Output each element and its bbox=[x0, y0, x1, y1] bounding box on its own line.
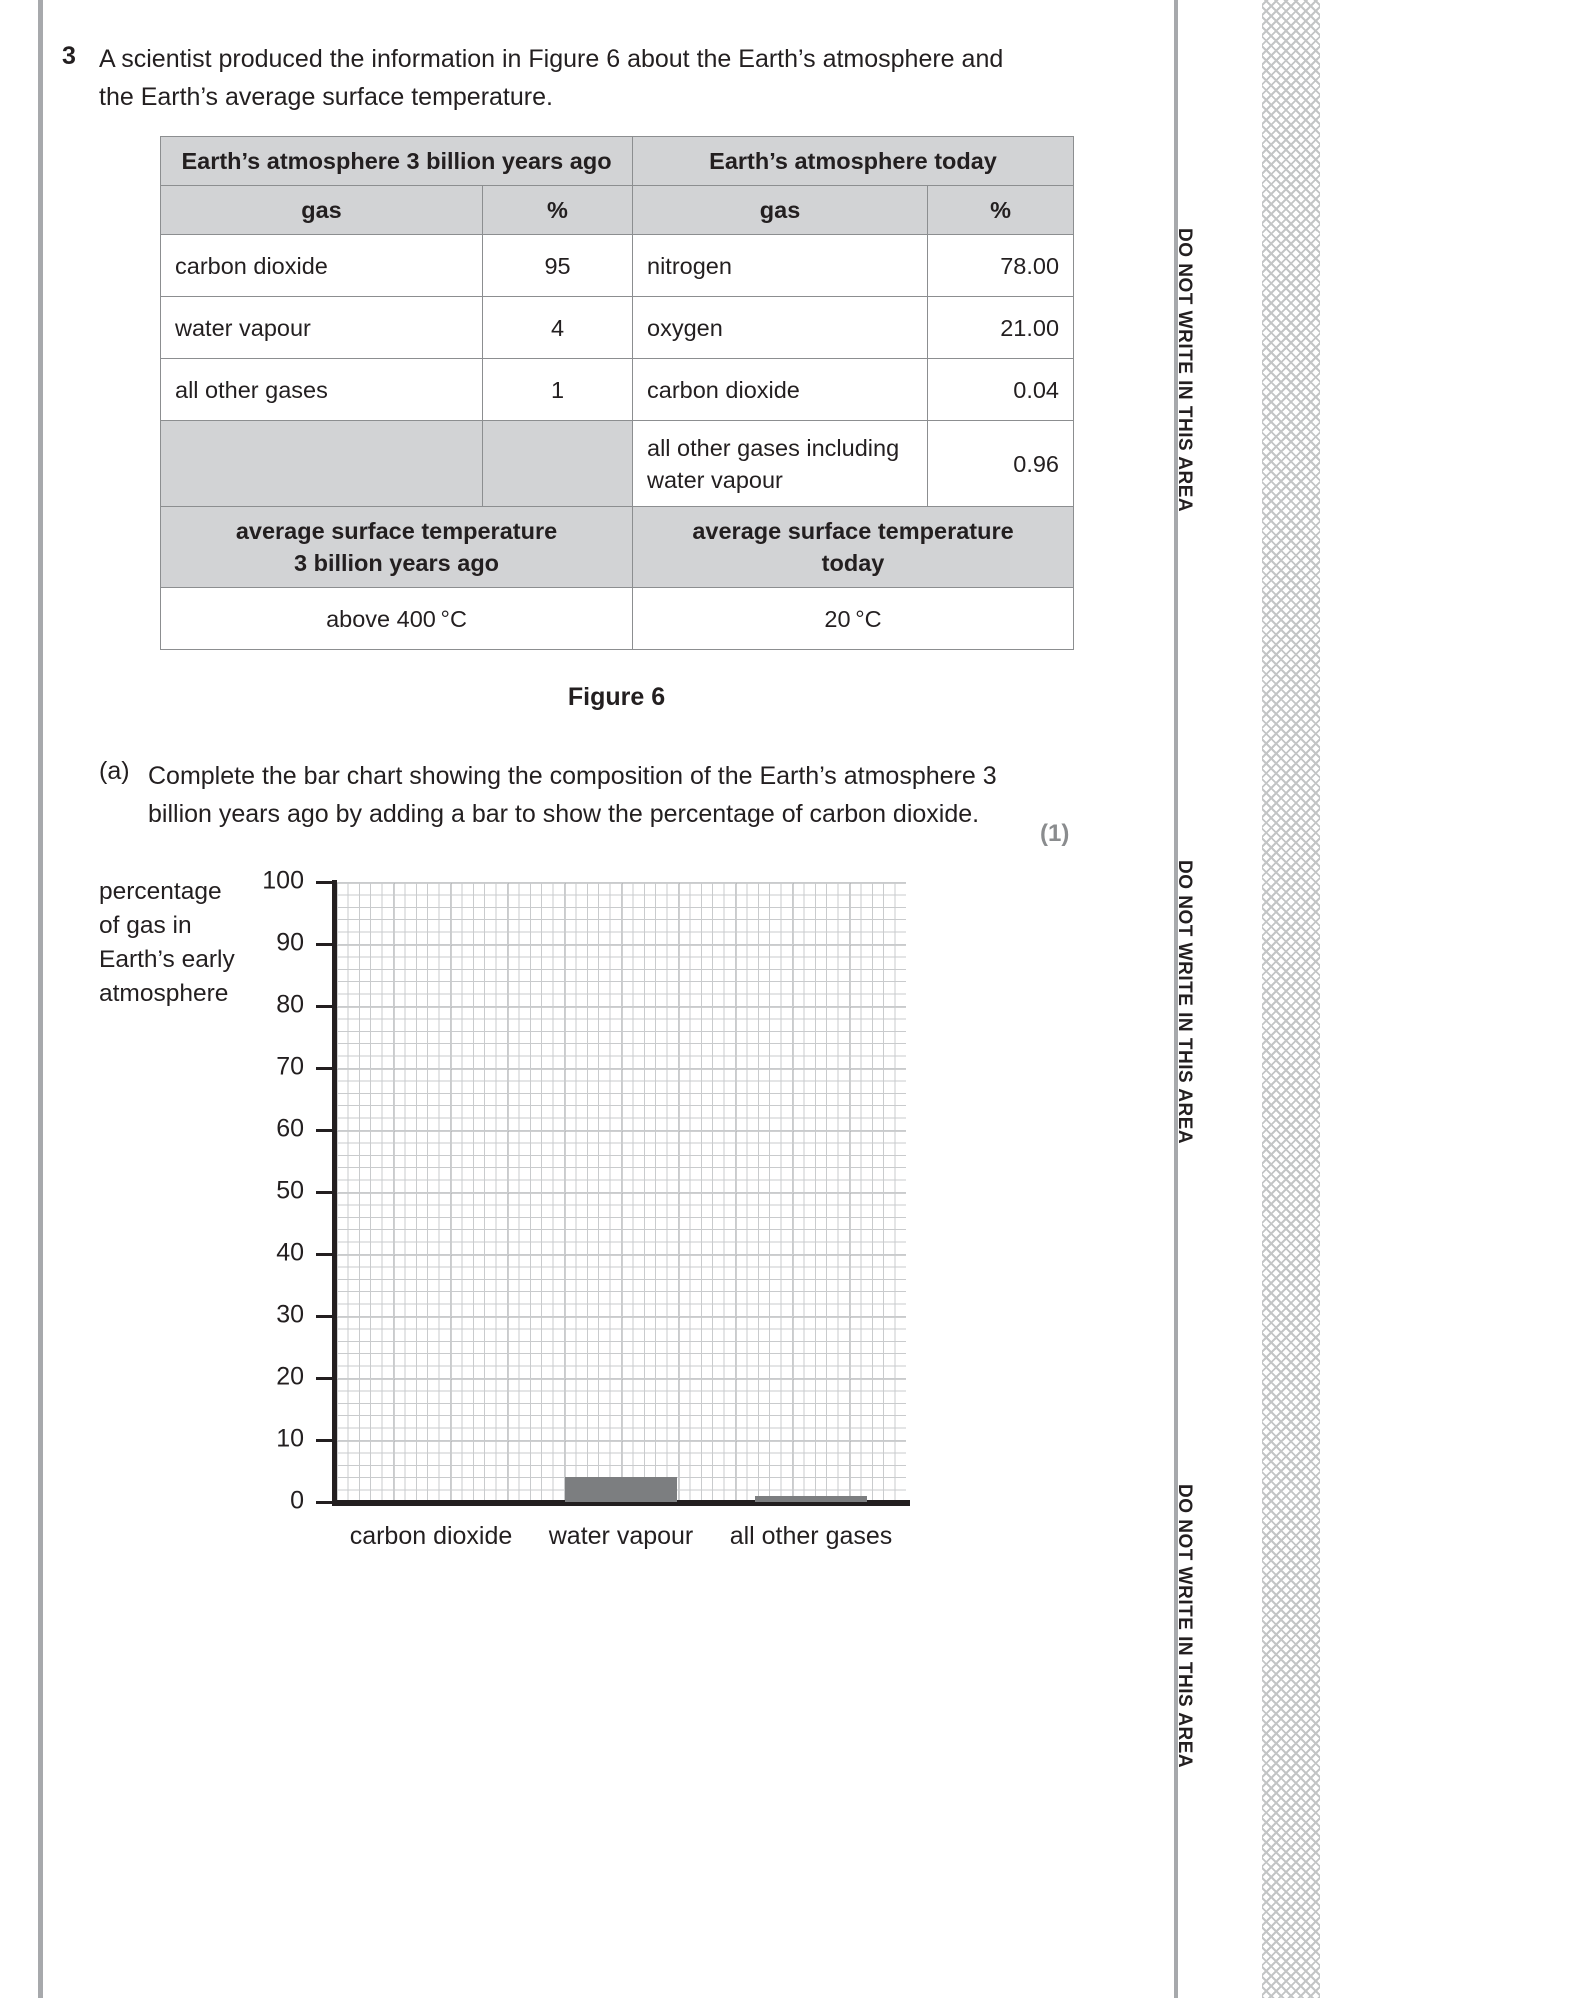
chart-y-axis-label bbox=[99, 875, 279, 1011]
y-tick-label: 100 bbox=[262, 866, 304, 895]
y-tick-label: 10 bbox=[276, 1424, 304, 1453]
subheader-percent-past: % bbox=[483, 186, 633, 235]
table-row-temperature-headers bbox=[161, 507, 1074, 588]
y-tick bbox=[276, 1362, 333, 1391]
cell-gas-today: oxygen bbox=[633, 297, 928, 359]
cell-gas-today: all other gases including water vapour bbox=[633, 421, 928, 507]
x-category-label: water vapour bbox=[548, 1522, 694, 1550]
y-tick bbox=[276, 1176, 333, 1205]
question-number: 3 bbox=[62, 42, 76, 70]
cell-percent-past: 95 bbox=[483, 235, 633, 297]
header-temperature-today-line2: today bbox=[821, 550, 885, 576]
cell-percent-today: 78.00 bbox=[928, 235, 1074, 297]
y-tick bbox=[276, 1300, 333, 1329]
subheader-gas-today: gas bbox=[633, 186, 928, 235]
figure-caption: Figure 6 bbox=[567, 683, 666, 711]
header-temperature-past-line2: 3 billion years ago bbox=[293, 550, 500, 576]
y-axis-label-line-3: Earth’s early bbox=[99, 946, 235, 973]
cell-percent-past: 4 bbox=[483, 297, 633, 359]
header-temperature-today-line1: average surface temperature bbox=[692, 518, 1014, 544]
bar-all-other-gases bbox=[755, 1496, 867, 1502]
y-tick-label: 20 bbox=[276, 1362, 304, 1391]
cell-gas-past: carbon dioxide bbox=[161, 235, 483, 297]
cell-percent-past: 1 bbox=[483, 359, 633, 421]
part-a-label: (a) bbox=[99, 757, 130, 785]
do-not-write-notice-middle: DO NOT WRITE IN THIS AREA bbox=[1174, 860, 1195, 1145]
question-intro-text: A scientist produced the information in Figure 6 about the Earth’s atmosphere and the Earth’s average surface temperature. bbox=[99, 45, 1004, 111]
chart-plot-grid bbox=[336, 882, 906, 1502]
cell-percent-today: 0.04 bbox=[928, 359, 1074, 421]
cell-gas-past: water vapour bbox=[161, 297, 483, 359]
y-tick-label: 90 bbox=[276, 928, 304, 957]
y-tick bbox=[276, 1052, 333, 1081]
y-tick bbox=[276, 1114, 333, 1143]
do-not-write-notice-bottom: DO NOT WRITE IN THIS AREA bbox=[1174, 1484, 1195, 1769]
cell-percent-today: 21.00 bbox=[928, 297, 1074, 359]
part-a-marks: (1) bbox=[1040, 820, 1070, 847]
table-row-subheaders bbox=[161, 186, 1074, 235]
y-tick bbox=[276, 1238, 333, 1267]
cell-gas-today: carbon dioxide bbox=[633, 359, 928, 421]
table-row-main-headers bbox=[161, 137, 1074, 186]
table-row bbox=[161, 359, 1074, 421]
table-row bbox=[161, 235, 1074, 297]
x-category-label: all other gases bbox=[729, 1522, 893, 1550]
do-not-write-notice-top: DO NOT WRITE IN THIS AREA bbox=[1174, 228, 1195, 513]
y-tick-label: 70 bbox=[276, 1052, 304, 1081]
cell-empty-gas-past bbox=[161, 421, 483, 507]
y-tick-label: 60 bbox=[276, 1114, 304, 1143]
y-tick-label: 50 bbox=[276, 1176, 304, 1205]
y-axis-label-line-2: of gas in bbox=[99, 912, 192, 939]
subheader-gas-past: gas bbox=[161, 186, 483, 235]
bar-water-vapour bbox=[565, 1477, 677, 1502]
y-tick bbox=[276, 928, 333, 957]
y-tick-label: 80 bbox=[276, 990, 304, 1019]
table-row-temperature-values bbox=[161, 588, 1074, 650]
y-tick bbox=[276, 1424, 333, 1453]
cell-temperature-today: 20 °C bbox=[633, 588, 1074, 650]
header-temperature-past bbox=[161, 507, 633, 588]
y-axis-label-line-1: percentage bbox=[99, 878, 222, 905]
y-tick bbox=[276, 990, 333, 1019]
part-a-text: Complete the bar chart showing the composition of the Earth’s atmosphere 3 billion years ago by adding a bar to show the percentage of carbon dioxide. bbox=[148, 762, 997, 828]
header-temperature-today bbox=[633, 507, 1074, 588]
y-tick-label: 0 bbox=[290, 1486, 304, 1515]
y-tick bbox=[262, 866, 333, 895]
table-row bbox=[161, 421, 1074, 507]
cell-percent-today: 0.96 bbox=[928, 421, 1074, 507]
cell-gas-today: nitrogen bbox=[633, 235, 928, 297]
bar-chart bbox=[262, 866, 906, 1550]
table-row bbox=[161, 297, 1074, 359]
page-left-rule bbox=[38, 0, 43, 1998]
header-atmosphere-past: Earth’s atmosphere 3 billion years ago bbox=[161, 137, 633, 186]
figure-6-table bbox=[160, 136, 1074, 650]
cell-gas-past: all other gases bbox=[161, 359, 483, 421]
y-tick bbox=[290, 1486, 333, 1515]
cell-empty-percent-past bbox=[483, 421, 633, 507]
cell-temperature-past: above 400 °C bbox=[161, 588, 633, 650]
y-tick-label: 40 bbox=[276, 1238, 304, 1267]
y-axis-label-line-4: atmosphere bbox=[99, 980, 229, 1007]
x-category-label: carbon dioxide bbox=[349, 1522, 513, 1550]
header-temperature-past-line1: average surface temperature bbox=[235, 518, 558, 544]
header-atmosphere-today: Earth’s atmosphere today bbox=[633, 137, 1074, 186]
margin-hatch-pattern bbox=[1262, 0, 1320, 1998]
y-tick-label: 30 bbox=[276, 1300, 304, 1329]
subheader-percent-today: % bbox=[928, 186, 1074, 235]
